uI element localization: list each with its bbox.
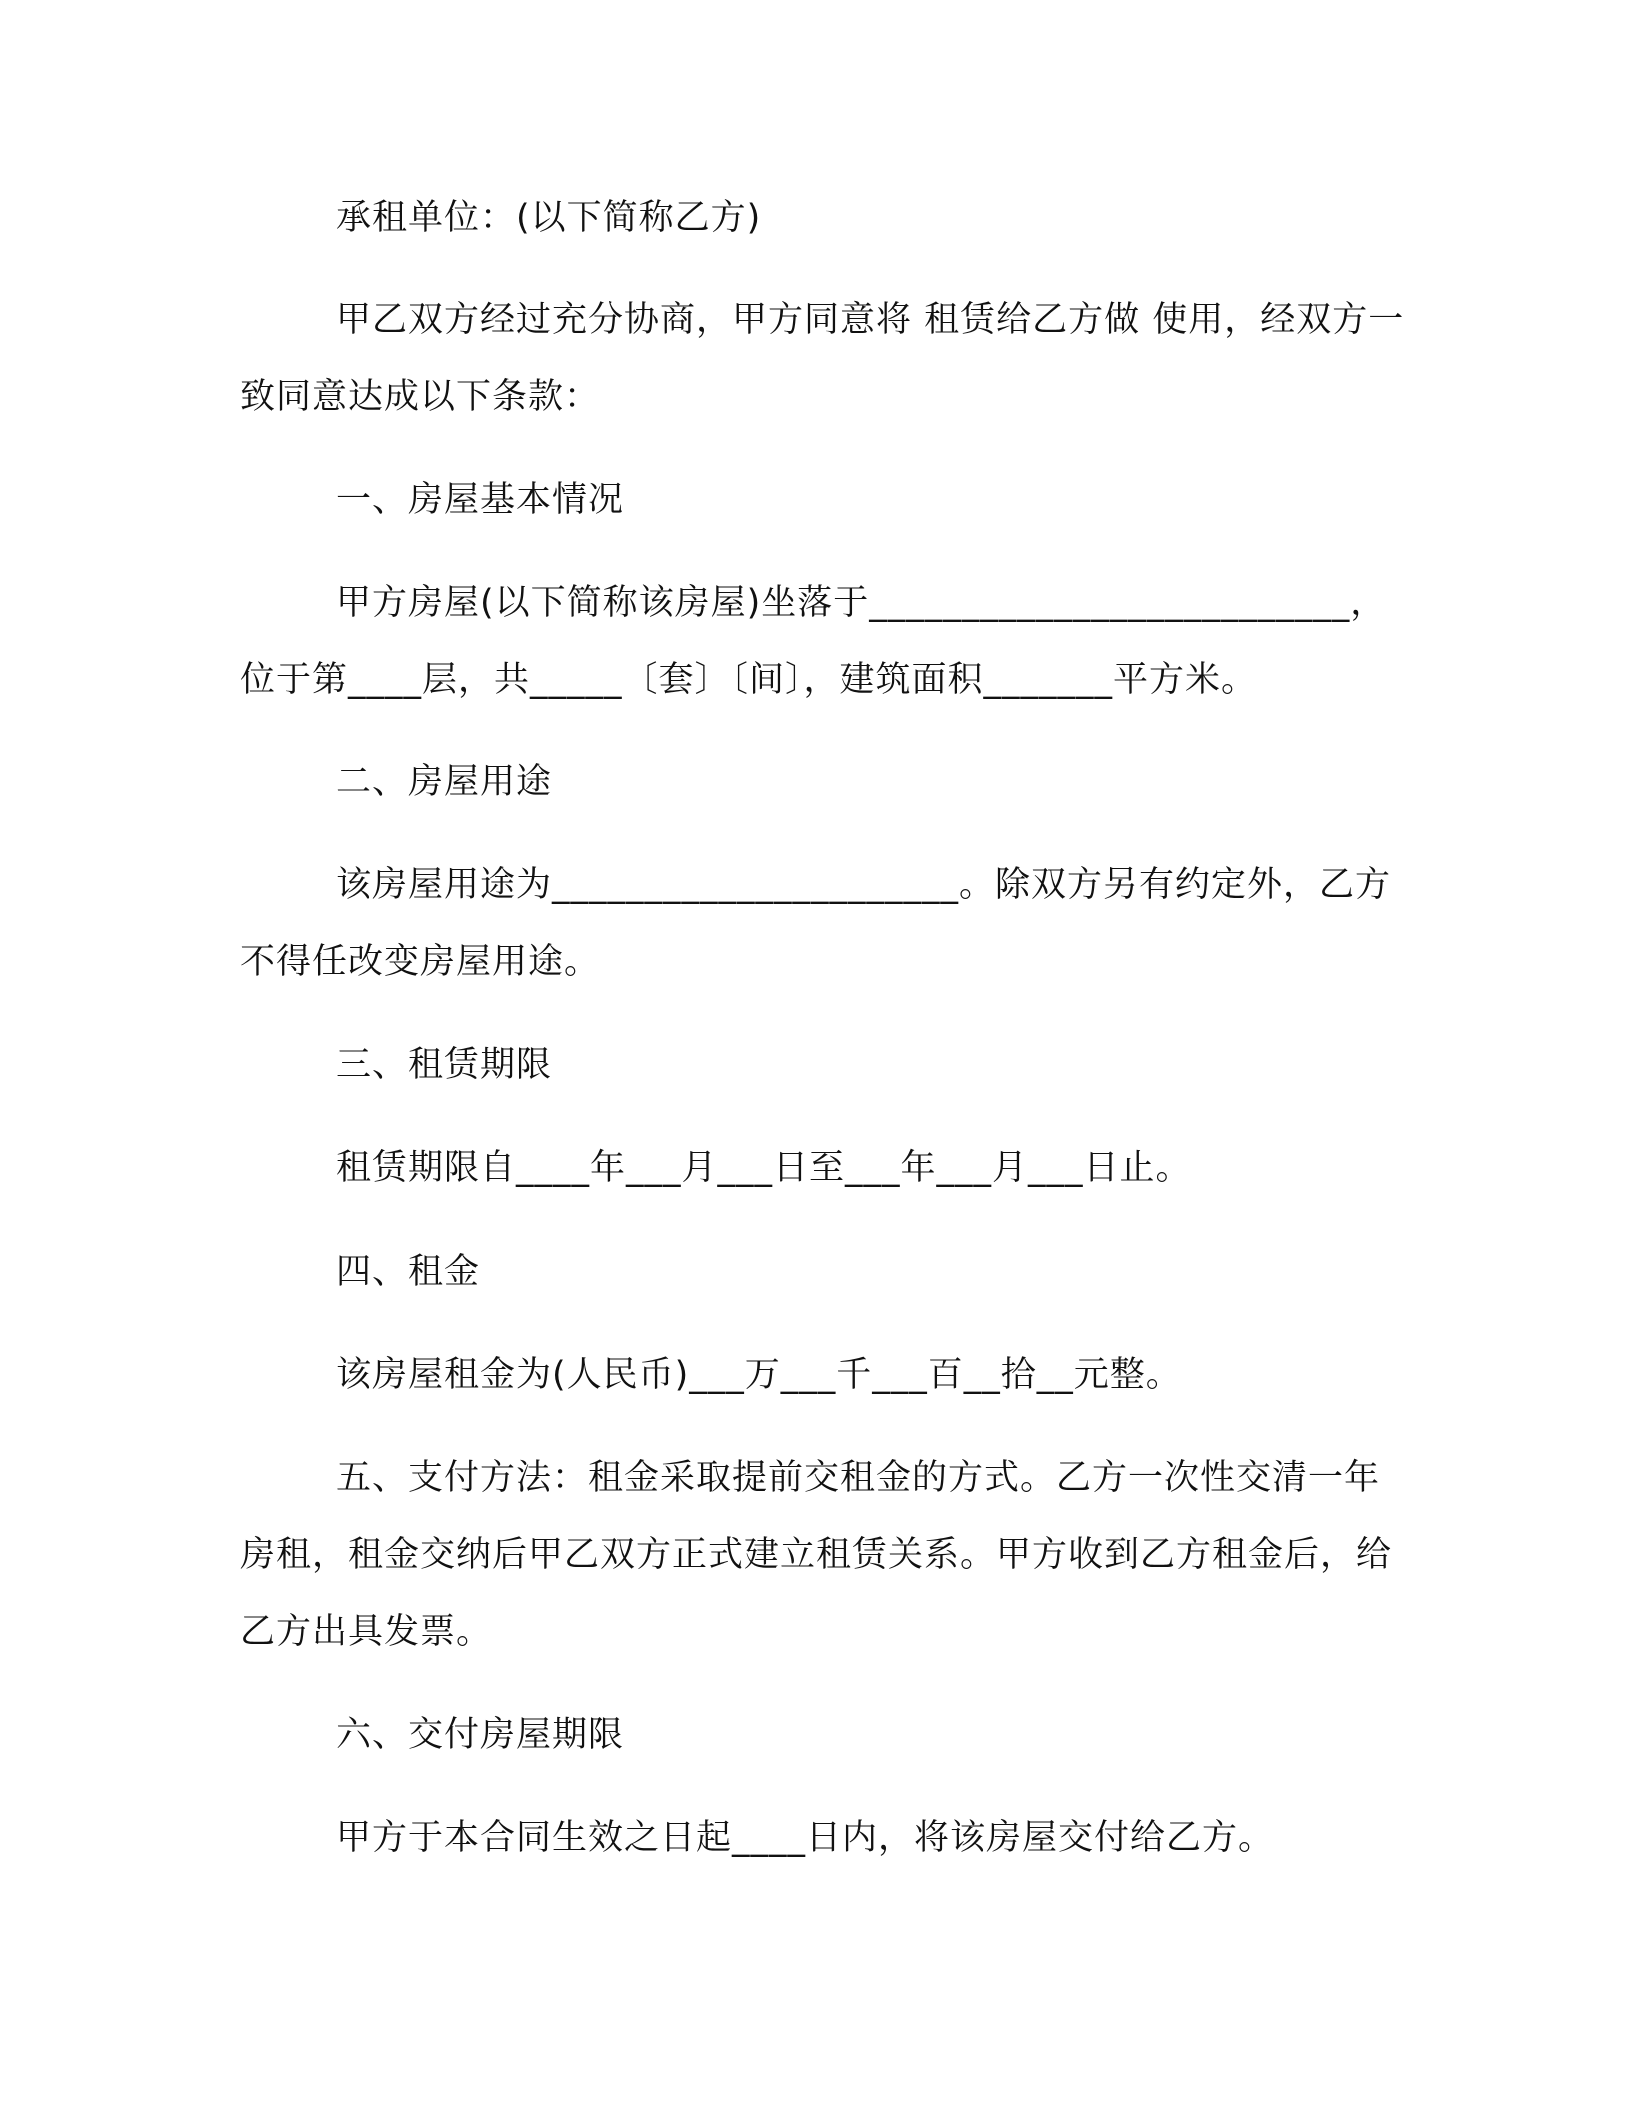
section-2-body: 该房屋用途为______________________。除双方另有约定外，乙方不得任改变房屋用途。 — [240, 865, 1392, 982]
section-6-body: 甲方于本合同生效之日起____日内，将该房屋交付给乙方。 — [336, 1818, 1275, 1858]
section-6-heading: 六、交付房屋期限 — [336, 1715, 625, 1755]
section-2-heading: 二、房屋用途 — [336, 762, 553, 802]
section-4-heading: 四、租金 — [336, 1252, 481, 1292]
lessee-line: 承租单位：(以下简称乙方) — [336, 198, 762, 238]
section-4-body: 该房屋租金为(人民币)___万___千___百__拾__元整。 — [336, 1355, 1182, 1395]
intro-paragraph: 甲乙双方经过充分协商，甲方同意将 租赁给乙方做 使用，经双方一致同意达成以下条款： — [240, 300, 1405, 417]
section-3-heading: 三、租赁期限 — [336, 1045, 553, 1085]
section-5-paragraph: 五、支付方法：租金采取提前交租金的方式。乙方一次性交清一年房租，租金交纳后甲乙双方正式建立租赁关系。甲方收到乙方租金后，给乙方出具发票。 — [240, 1458, 1393, 1652]
section-1-heading: 一、房屋基本情况 — [336, 480, 625, 520]
section-1-body: 甲方房屋(以下简称该房屋)坐落于__________________________，位于第____层，共_____〔套〕〔间〕，建筑面积_______平方米。 — [240, 583, 1387, 700]
section-3-body: 租赁期限自____年___月___日至___年___月___日止。 — [336, 1148, 1192, 1188]
